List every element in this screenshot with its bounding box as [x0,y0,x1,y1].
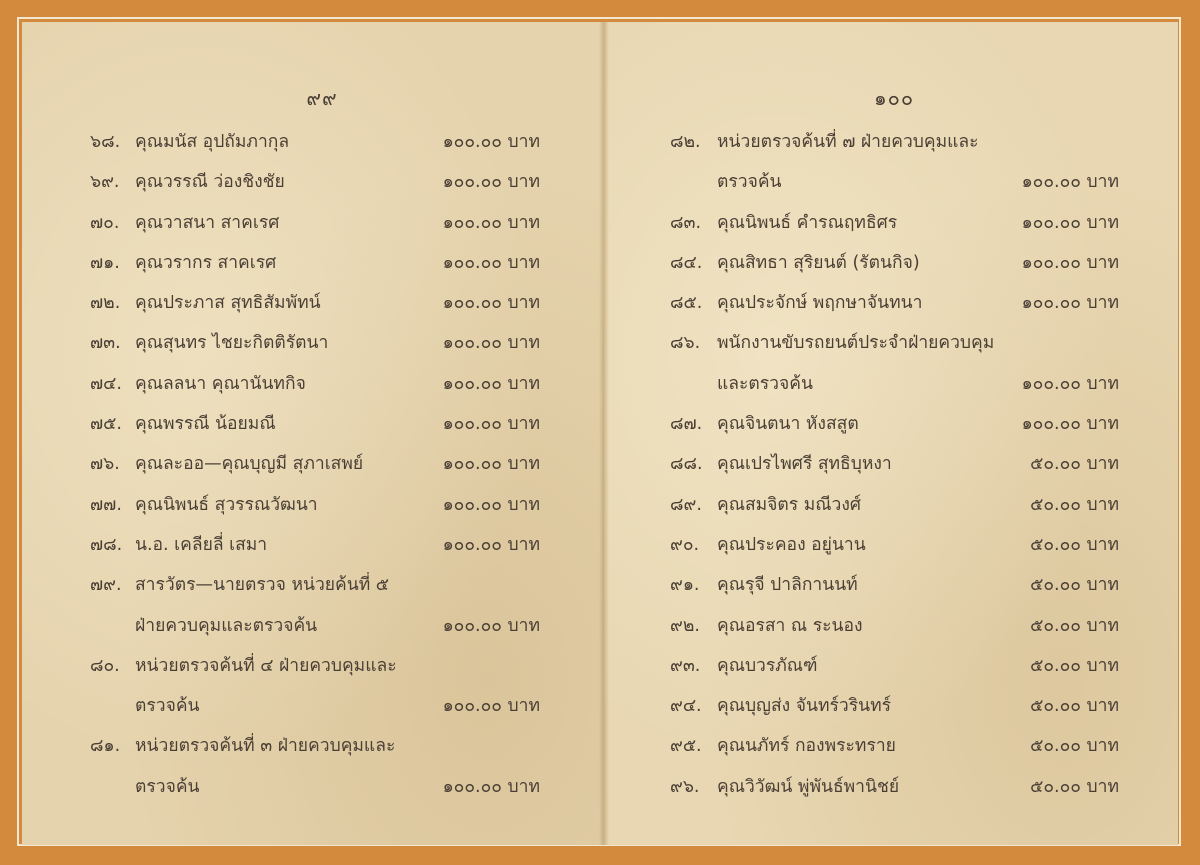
donation-amount: ๑๐๐.๐๐ บาท [442,534,540,555]
donation-amount: ๑๐๐.๐๐ บาท [442,414,540,435]
donation-amount: ๑๐๐.๐๐ บาท [1021,252,1119,273]
donation-amount: ๑๐๐.๐๐ บาท [1021,172,1119,193]
entry-number: ๙๑. [670,575,700,596]
donor-name: คุณวาสนา สาคเรศ [135,212,280,233]
entry-number: ๘๙. [670,494,702,515]
list-item [604,726,1178,766]
list-item [22,243,604,283]
entry-number: ๗๒. [90,293,121,314]
entry-number: ๘๕. [670,293,703,314]
donor-name: ตรวจค้น [135,776,200,797]
donor-name: คุณประคอง อยู่นาน [717,534,866,555]
donation-amount: ๑๐๐.๐๐ บาท [442,373,540,394]
right-page [604,22,1178,845]
left-page [22,22,604,845]
donor-name: หน่วยตรวจค้นที่ ๓ ฝ่ายควบคุมและ [135,736,396,757]
entry-number: ๘๑. [90,736,121,757]
entry-number: ๙๓. [670,655,701,676]
donor-name: คุณอรสา ณ ระนอง [717,615,863,636]
list-item [22,444,604,484]
list-item [22,767,604,807]
entry-number: ๘๒. [670,132,701,152]
donor-name: คุณประภาส สุทธิสัมพัทน์ [135,293,321,314]
donor-name: หน่วยตรวจค้นที่ ๔ ฝ่ายควบคุมและ [135,655,397,676]
donation-amount: ๑๐๐.๐๐ บาท [442,696,540,717]
entry-list [604,122,1178,807]
list-item [604,404,1178,444]
donation-amount: ๑๐๐.๐๐ บาท [442,454,540,475]
open-book [22,22,1178,845]
donation-amount: ๑๐๐.๐๐ บาท [442,252,540,273]
donation-amount: ๑๐๐.๐๐ บาท [442,212,540,233]
donation-amount: ๑๐๐.๐๐ บาท [442,293,540,314]
list-item [22,646,604,686]
list-item [604,162,1178,202]
donor-name: คุณบวรภัณฑ์ [717,655,818,676]
entry-number: ๗๙. [90,575,122,596]
list-item [22,686,604,726]
list-item [22,485,604,525]
list-item [604,203,1178,243]
entry-number: ๗๗. [90,494,122,515]
donor-name: คุณสุนทร ไชยะกิตติรัตนา [135,333,329,354]
donor-name: คุณเปรไพศรี สุทธิบุหงา [717,454,892,475]
entry-number: ๖๘. [90,132,121,152]
donor-name: คุณวรากร สาคเรศ [135,252,277,273]
list-item [604,565,1178,605]
list-item [22,323,604,363]
donation-amount: ๑๐๐.๐๐ บาท [1021,414,1119,435]
entry-number: ๗๕. [90,414,122,435]
donor-name: พนักงานขับรถยนต์ประจำฝ่ายควบคุม [717,333,995,354]
donor-name: คุณนิพนธ์ สุวรรณวัฒนา [135,494,318,515]
entry-number: ๗๔. [90,373,122,394]
donation-amount: ๑๐๐.๐๐ บาท [1021,212,1119,233]
donation-amount: ๕๐.๐๐ บาท [1030,454,1119,475]
list-item [604,525,1178,565]
donor-name: คุณวรรณี ว่องชิงชัย [135,172,285,193]
donor-name: คุณลลนา คุณานันทกิจ [135,373,306,394]
entry-number: ๗๖. [90,454,120,475]
donation-amount: ๕๐.๐๐ บาท [1030,494,1119,515]
donation-amount: ๕๐.๐๐ บาท [1030,776,1119,797]
list-item [604,283,1178,323]
entry-number: ๗๓. [90,333,121,354]
entry-number: ๙๐. [670,534,700,555]
entry-number: ๙๔. [670,696,702,717]
photo-frame [7,7,1193,858]
donor-name: ตรวจค้น [135,696,200,717]
donor-name: คุณสมจิตร มณีวงศ์ [717,494,861,515]
donation-amount: ๑๐๐.๐๐ บาท [442,132,540,152]
donation-amount: ๕๐.๐๐ บาท [1030,655,1119,676]
donation-amount: ๑๐๐.๐๐ บาท [442,776,540,797]
donor-name: คุณนิพนธ์ คำรณฤทธิศร [717,212,898,233]
donor-name: คุณสิทธา สุริยนต์ (รัตนกิจ) [717,252,920,273]
donor-name: คุณนภัทร์ กองพระทราย [717,736,896,757]
list-item [22,162,604,202]
donor-name: คุณมนัส อุปถัมภากุล [135,132,290,152]
entry-number: ๗๑. [90,252,120,273]
donor-name: คุณบุญส่ง จันทร์วรินทร์ [717,696,892,717]
book-spine [599,22,609,845]
entry-number: ๖๙. [90,172,120,193]
donor-name: ฝ่ายควบคุมและตรวจค้น [135,615,318,636]
donation-amount: ๑๐๐.๐๐ บาท [1021,373,1119,394]
list-item [22,606,604,646]
donor-name: คุณพรรณี น้อยมณี [135,414,276,435]
donation-amount: ๑๐๐.๐๐ บาท [442,494,540,515]
list-item [22,525,604,565]
entry-number: ๙๖. [670,776,700,797]
list-item [604,122,1178,162]
donor-name: คุณประจักษ์ พฤกษาจันทนา [717,293,923,314]
entry-number: ๙๒. [670,615,700,636]
donation-amount: ๑๐๐.๐๐ บาท [442,615,540,636]
entry-number: ๘๐. [90,655,120,676]
entry-number: ๘๘. [670,454,703,475]
donor-name: และตรวจค้น [717,373,813,394]
entry-number: ๘๖. [670,333,701,354]
donor-name: สารวัตร—นายตรวจ หน่วยค้นที่ ๕ [135,575,390,596]
list-item [22,283,604,323]
entry-number: ๗๐. [90,212,120,233]
donation-amount: ๕๐.๐๐ บาท [1030,736,1119,757]
donation-amount: ๕๐.๐๐ บาท [1030,534,1119,555]
donor-name: คุณวิวัฒน์ พู่พันธ์พานิชย์ [717,776,900,797]
list-item [604,444,1178,484]
page-number: ๑๐๐ [873,86,915,110]
list-item [22,122,604,162]
list-item [604,767,1178,807]
donor-name: คุณรุจี ปาลิกานนท์ [717,575,858,596]
entry-list [22,122,604,807]
list-item [604,485,1178,525]
donor-name: คุณจินตนา หังสสูต [717,414,859,435]
list-item [22,565,604,605]
donor-name: คุณละออ—คุณบุญมี สุภาเสพย์ [135,454,364,475]
entry-number: ๘๓. [670,212,702,233]
list-item [604,686,1178,726]
list-item [22,203,604,243]
entry-number: ๙๕. [670,736,702,757]
entry-number: ๘๔. [670,252,703,273]
list-item [604,243,1178,283]
donation-amount: ๕๐.๐๐ บาท [1030,696,1119,717]
entry-number: ๗๘. [90,534,123,555]
list-item [604,646,1178,686]
donation-amount: ๕๐.๐๐ บาท [1030,575,1119,596]
donor-name: ตรวจค้น [717,172,782,193]
page-number: ๙๙ [306,86,338,110]
donation-amount: ๑๐๐.๐๐ บาท [442,172,540,193]
list-item [22,404,604,444]
donor-name: หน่วยตรวจค้นที่ ๗ ฝ่ายควบคุมและ [717,132,979,152]
list-item [22,726,604,766]
donation-amount: ๑๐๐.๐๐ บาท [1021,293,1119,314]
list-item [604,606,1178,646]
list-item [604,323,1178,363]
list-item [22,364,604,404]
donation-amount: ๕๐.๐๐ บาท [1030,615,1119,636]
entry-number: ๘๗. [670,414,703,435]
donation-amount: ๑๐๐.๐๐ บาท [442,333,540,354]
donor-name: น.อ. เคลียลี่ เสมา [135,534,268,555]
list-item [604,364,1178,404]
